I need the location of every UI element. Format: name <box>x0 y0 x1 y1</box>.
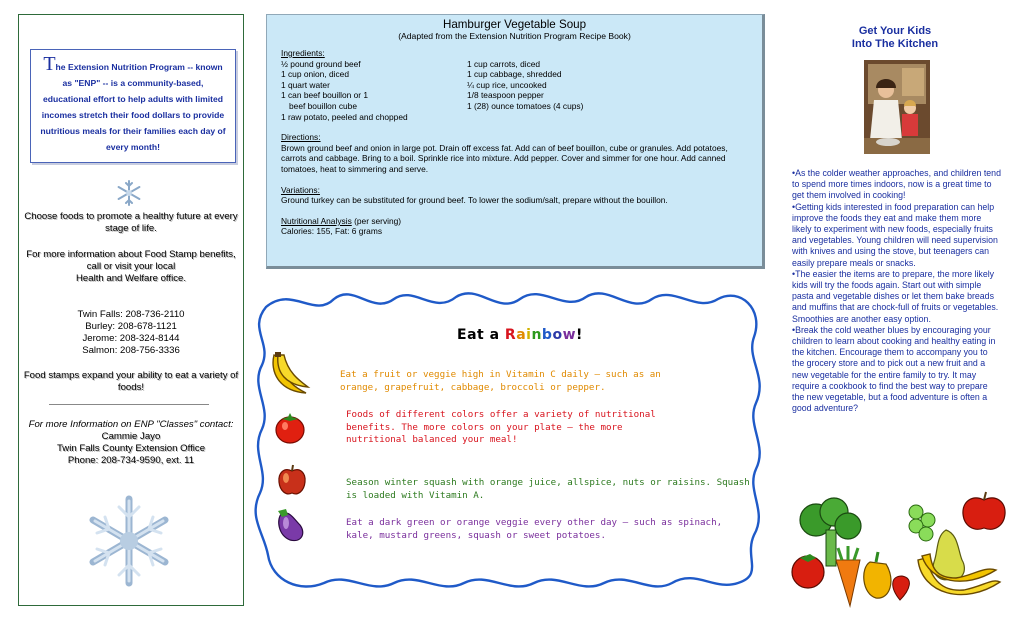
recipe-subtitle: (Adapted from the Extension Nutrition Program Recipe Book) <box>398 31 631 41</box>
enp-description: he Extension Nutrition Program -- known as "ENP" -- is a community-based, educational effort to help adults with limited incomes stretch their food dollars to provide nutritious meals for their families each day of every month! <box>40 62 226 152</box>
ingredient: beef bouillon cube <box>289 100 357 111</box>
tomato-icon <box>274 411 306 445</box>
directions-label: Directions: <box>281 132 321 143</box>
enp-dropcap: T <box>43 53 56 75</box>
ingredient: 1 can beef bouillon or 1 <box>281 90 369 101</box>
kitchen-photo <box>864 60 930 154</box>
ingredient: ½ pound ground beef <box>281 58 361 69</box>
ingredient: 1/8 teaspoon pepper <box>467 90 544 101</box>
ingredients-label: Ingredients: <box>281 48 325 58</box>
classes-label: For more Information on ENP "Classes" contact: <box>28 419 234 430</box>
banana-icon <box>268 351 312 397</box>
ingredient: 1 raw potato, peeled and chopped <box>281 111 408 122</box>
phone-burley: Burley: 208-678-1121 <box>85 321 177 332</box>
food-stamps-expand-text: Food stamps expand your ability to eat a variety of foods! <box>23 370 239 393</box>
divider-line <box>49 404 209 405</box>
eat-a-rainbow-section <box>252 285 770 595</box>
rainbow-letter: w <box>562 327 577 343</box>
food-stamp-info <box>23 249 239 285</box>
tip-item: •The easier the items are to prepare, the more likely kids will try the foods again. Start out with simple pasta and vegetable dishes or let them bake breads and muffins that are chock-full of fruits or vegetables. Smoothies are another easy option. <box>792 268 999 324</box>
rainbow-letter: R <box>504 327 517 343</box>
food-stamp-line1: For more information about Food Stamp benefits, <box>26 249 236 260</box>
phone-jerome: Jerome: 208-324-8144 <box>82 333 180 344</box>
analysis-suffix: (per serving) <box>351 215 402 226</box>
phone-twin-falls: Twin Falls: 208-736-2110 <box>77 309 185 320</box>
contact-info <box>23 419 239 467</box>
analysis-label: Nutritional Analysis <box>281 215 352 226</box>
ingredient: 1 (28) ounce tomatoes (4 cups) <box>467 100 584 111</box>
fruits-vegetables-illustration <box>786 490 1006 608</box>
kids-kitchen-title-line2: Into The Kitchen <box>851 38 939 50</box>
recipe-title: Hamburger Vegetable Soup <box>442 18 587 31</box>
rainbow-letter: n <box>531 327 542 343</box>
ingredient: 1 quart water <box>281 79 330 90</box>
rainbow-title-prefix: Eat a <box>457 327 505 343</box>
phone-list <box>23 309 239 357</box>
rainbow-title-end: ! <box>576 327 583 343</box>
variations-text: Ground turkey can be substituted for ground beef. To lower the sodium/salt, prepare without the bouillon. <box>281 195 668 206</box>
kids-kitchen-title <box>790 25 1000 51</box>
food-stamp-line2: call or visit your local <box>86 261 176 272</box>
eggplant-icon <box>274 507 308 543</box>
tip-item: •As the colder weather approaches, and children tend to spend more times indoors, now is a great time to get them involved in cooking! <box>792 168 1001 201</box>
left-panel <box>18 14 244 606</box>
contact-name: Cammie Jayo <box>101 431 161 442</box>
rainbow-letter: b <box>541 327 553 343</box>
ingredient: ¼ cup rice, uncooked <box>467 79 547 90</box>
rainbow-fact-squash: Season winter squash with orange juice, allspice, nuts or raisins. Squash is loaded with Vitamin A. <box>346 477 750 501</box>
tip-item: •Break the cold weather blues by encouraging your children to learn about cooking and healthy eating in the kitchen. Encourage them to accompany you to the grocery store and to pick out a new fruit and a new vegetable for the entire family to try. It may require a cookbook to find the best way to prepare the new vegetable, but a food adventure is often a good adventure? <box>792 324 996 414</box>
healthy-future-text: Choose foods to promote a healthy future at every stage of life. <box>24 211 238 234</box>
kitchen-tips <box>792 168 1002 414</box>
rainbow-letter: o <box>552 327 563 343</box>
large-snowflake-icon <box>85 493 173 589</box>
ingredient: 1 cup onion, diced <box>281 69 349 80</box>
contact-phone: Phone: 208-734-9590, ext. 11 <box>67 455 195 466</box>
rainbow-fact-greens: Eat a dark green or orange veggie every other day – such as spinach, kale, mustard greens, squash or sweet potatoes. <box>346 517 723 541</box>
variations-label: Variations: <box>281 184 320 195</box>
analysis-text: Calories: 155, Fat: 6 grams <box>281 226 383 237</box>
ingredients-list <box>281 59 748 112</box>
rainbow-title <box>457 327 583 343</box>
tip-item: •Getting kids interested in food preparation can help improve the foods they eat and make them more likely to experiment with new foods, especially fruits and vegetables. Young children will need supervision with knives and using the stove, but teenagers can easily prepare meals or snacks. <box>792 201 998 268</box>
apple-icon <box>276 463 308 497</box>
phone-salmon: Salmon: 208-756-3336 <box>82 345 180 356</box>
rainbow-fact-colors: Foods of different colors offer a variety of nutritional benefits. The more colors on your plate – the more nutritional balanced your meal! <box>346 409 656 445</box>
recipe-box <box>266 14 765 269</box>
enp-info-box <box>30 49 236 163</box>
rainbow-letter: a <box>516 327 527 343</box>
ingredient: 1 cup carrots, diced <box>467 58 541 69</box>
rainbow-fact-vitamin-c: Eat a fruit or veggie high in Vitamin C daily – such as an orange, grapefruit, cabbage, broccoli or pepper. <box>340 369 661 393</box>
snowflake-icon <box>115 179 143 207</box>
food-stamp-line3: Health and Welfare office. <box>75 273 187 284</box>
kids-kitchen-title-line1: Get Your Kids <box>858 25 932 37</box>
rainbow-letter: i <box>526 327 532 343</box>
contact-office: Twin Falls County Extension Office <box>56 443 206 454</box>
directions-text: Brown ground beef and onion in large pot. Drain off excess fat. Add can of beef bouillon, cube or granules. Add potatoes, carrots and cabbage. Bring to a boil. Sprinkle rice into mixture. Add pepper. Cover and simmer for one hour. Add canned tomatoes, heat to simmering and serve. <box>281 142 728 174</box>
ingredient: 1 cup cabbage, shredded <box>467 69 562 80</box>
